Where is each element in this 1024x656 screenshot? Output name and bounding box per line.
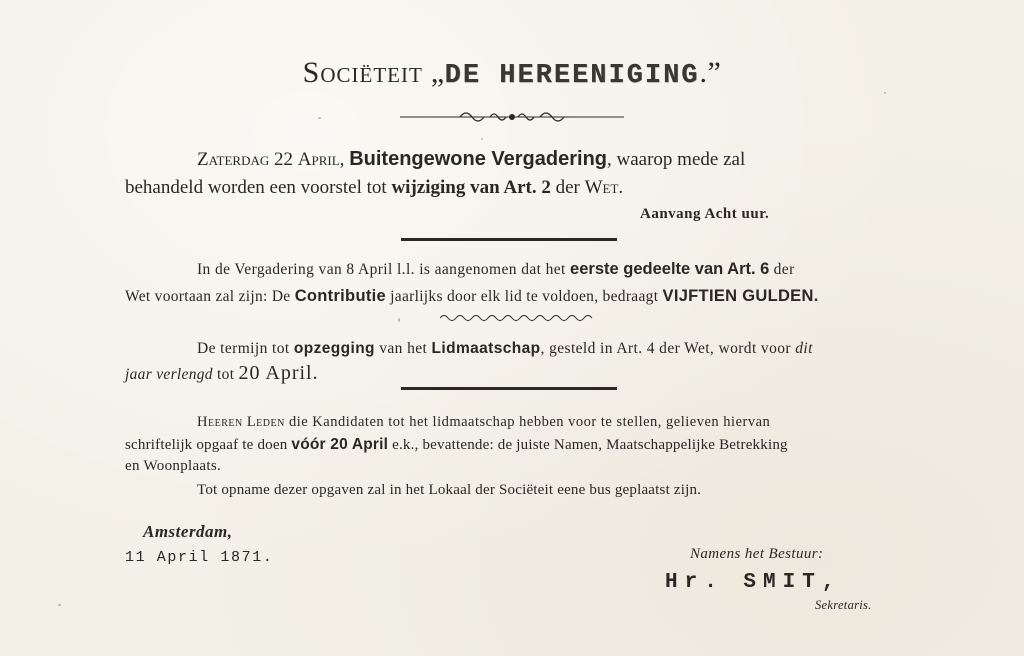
meeting-month: April, xyxy=(297,149,345,170)
city: Amsterdam, xyxy=(143,522,233,541)
signer-role: Sekretaris. xyxy=(815,598,872,612)
page-title xyxy=(0,56,1024,91)
paper-speck xyxy=(398,318,400,322)
termination-word: opzegging xyxy=(293,340,375,357)
announcement-line-1 xyxy=(197,148,745,171)
wavy-divider-icon xyxy=(440,312,596,324)
announcement-line-2-mid: der xyxy=(555,177,580,198)
paper-speck xyxy=(481,138,483,140)
title-open-quote: „ xyxy=(430,56,445,89)
termination-line-1-tail: , gesteld in Art. 4 der Wet, wordt voor xyxy=(540,340,791,357)
contribution-line-1-head: In de Vergadering van 8 April l.l. is aangenomen dat het xyxy=(197,261,566,278)
law-word: Wet. xyxy=(584,177,624,198)
contribution-word: Contributie xyxy=(294,287,386,305)
termination-line-1-mid: van het xyxy=(379,340,428,357)
divider-rule xyxy=(401,238,617,241)
candidates-line-3: en Woonplaats. xyxy=(125,458,222,474)
announcement-line-1-tail: , waarop mede zal xyxy=(607,149,746,170)
proposal-text: wijziging van Art. 2 xyxy=(391,177,551,198)
termination-line-1-head: De termijn tot xyxy=(197,340,290,357)
society-name: DE HEREENIGING xyxy=(444,61,700,91)
termination-line-1 xyxy=(197,340,813,358)
candidates-line-4: Tot opname dezer opgaven zal in het Lokaal der Sociëteit eene bus geplaatst zijn. xyxy=(197,482,702,498)
paper-speck xyxy=(58,604,61,606)
termination-line-2-mid: tot xyxy=(217,366,235,383)
termination-date: 20 April. xyxy=(238,362,319,384)
candidates-line-2-tail: e.k., bevattende: de juiste Namen, Maatschappelijke Betrekking xyxy=(392,437,788,453)
document-date: 11 April 1871. xyxy=(125,549,274,566)
on-behalf-of: Namens het Bestuur: xyxy=(690,546,824,562)
termination-extended: jaar verlengd xyxy=(125,366,213,383)
start-time: Aanvang Acht uur. xyxy=(640,206,770,222)
meeting-day: Zaterdag xyxy=(197,149,270,170)
termination-line-2 xyxy=(125,362,319,385)
meeting-date: 22 xyxy=(274,149,294,170)
title-close-quote: .” xyxy=(699,56,722,89)
contribution-line-2-mid: jaarlijks door elk lid te voldoen, bedraagt xyxy=(390,288,659,305)
signer-name: Hr. SMIT, xyxy=(665,571,842,594)
paper-speck xyxy=(884,92,886,94)
title-prefix: Sociëteit xyxy=(302,56,423,89)
contribution-line-1-tail: der xyxy=(773,261,795,278)
paper-speck xyxy=(318,117,321,119)
salutation: Heeren Leden xyxy=(197,414,285,430)
announcement-line-2 xyxy=(125,177,623,199)
divider-rule xyxy=(401,387,617,390)
membership-word: Lidmaatschap xyxy=(431,340,541,357)
termination-line-1-italic: dit xyxy=(795,340,813,357)
candidates-line-1-tail: die Kandidaten tot het lidmaatschap hebben voor te stellen, gelieven hiervan xyxy=(288,414,771,430)
title-ornament-icon xyxy=(400,106,624,128)
announcement-line-2-head: behandeld worden een voorstel tot xyxy=(125,177,387,198)
contribution-line-2 xyxy=(125,287,819,306)
candidates-line-2 xyxy=(125,436,788,454)
article-reference: eerste gedeelte van Art. 6 xyxy=(570,260,770,278)
deadline: vóór 20 April xyxy=(291,436,389,453)
contribution-line-2-head: Wet voortaan zal zijn: De xyxy=(125,288,291,305)
contribution-amount: VIJFTIEN GULDEN. xyxy=(662,287,819,305)
candidates-line-1 xyxy=(197,414,770,431)
meeting-type: Buitengewone Vergadering xyxy=(349,148,608,170)
contribution-line-1 xyxy=(197,260,795,279)
candidates-line-2-head: schriftelijk opgaaf te doen xyxy=(125,437,288,453)
